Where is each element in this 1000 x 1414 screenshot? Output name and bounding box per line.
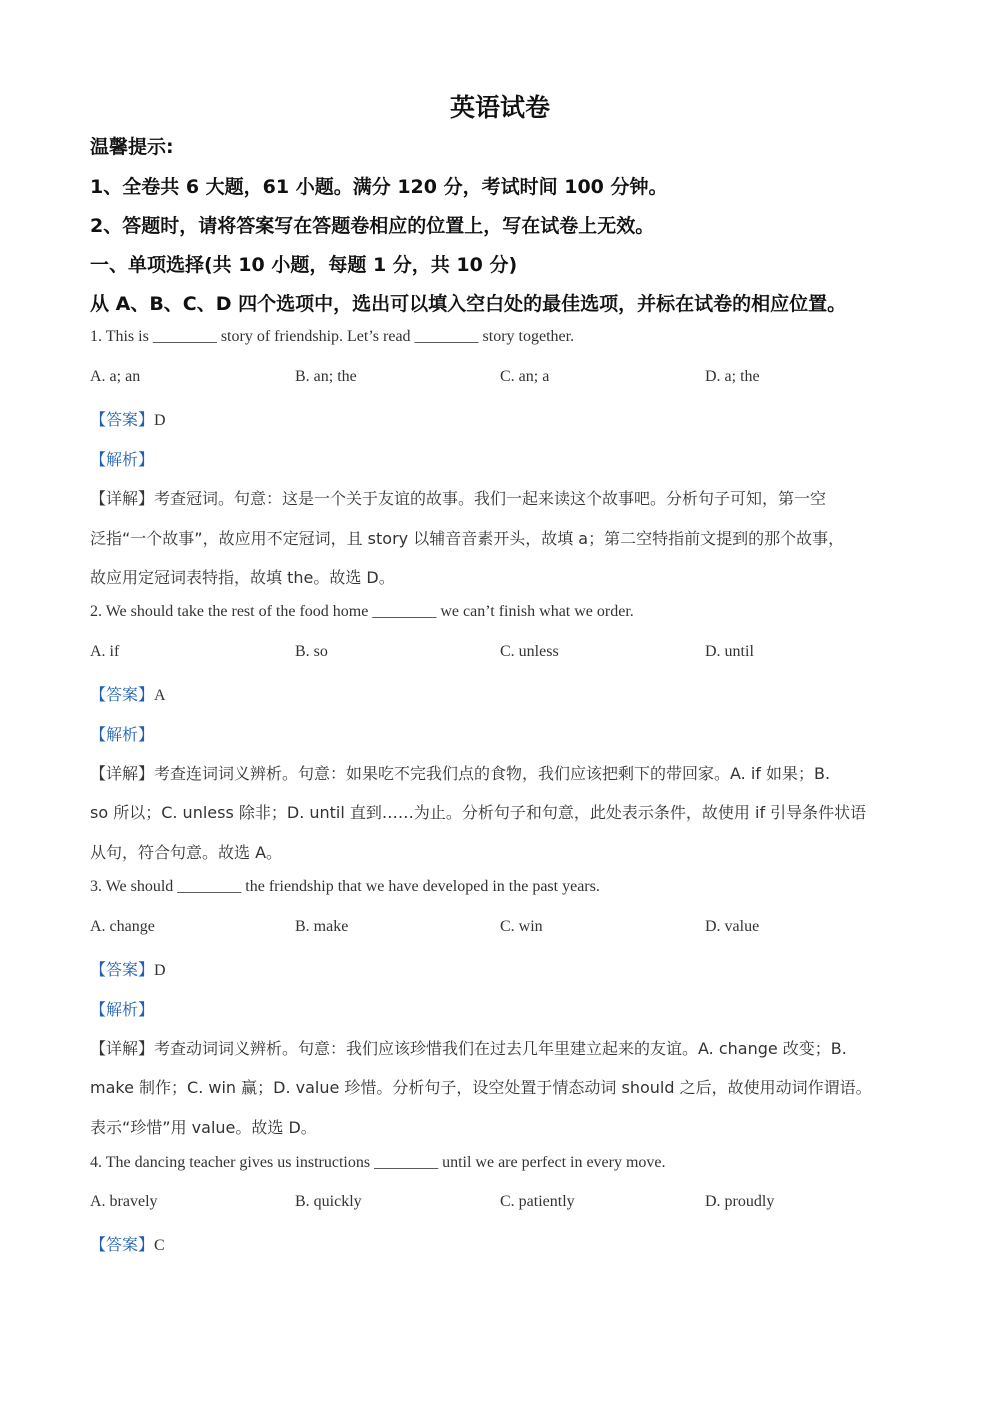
- answer-value: A: [154, 687, 166, 704]
- question-2-detail-line-1: 【详解】考查连词词义辨析。句意：如果吃不完我们点的食物，我们应该把剩下的带回家。A. if 如果；B.: [90, 764, 831, 783]
- question-4-option-c: C. patiently: [500, 1193, 575, 1210]
- question-1-option-c: C. an; a: [500, 368, 550, 385]
- question-4-answer: [90, 1232, 165, 1255]
- section-instruction: 从 A、B、C、D 四个选项中，选出可以填入空白处的最佳选项，并标在试卷的相应位置。: [90, 293, 847, 315]
- question-4-stem: 4. The dancing teacher gives us instructions ________ until we are perfect in every move.: [90, 1154, 666, 1171]
- question-2-option-b: B. so: [295, 643, 328, 660]
- question-2-analysis-tag: 【解析】: [90, 725, 155, 744]
- question-1-detail-line-3: 故应用定冠词表特指，故填 the。故选 D。: [90, 568, 395, 587]
- question-2-detail-line-3: 从句，符合句意。故选 A。: [90, 843, 283, 862]
- question-3-answer: [90, 957, 166, 980]
- page-title: 英语试卷: [449, 93, 550, 122]
- question-1-analysis-tag: 【解析】: [90, 450, 155, 469]
- question-2-option-d: D. until: [705, 643, 754, 660]
- question-4-option-d: D. proudly: [705, 1193, 775, 1210]
- question-3-detail-line-3: 表示“珍惜”用 value。故选 D。: [90, 1118, 317, 1137]
- question-1-detail-line-2: 泛指“一个故事”，故应用不定冠词，且 story 以辅音音素开头，故填 a；第二空特指前文提到的那个故事，: [90, 529, 845, 548]
- question-2-stem: 2. We should take the rest of the food home ________ we can’t finish what we order.: [90, 603, 634, 620]
- answer-tag: 【答案】: [90, 685, 155, 704]
- question-1-detail-line-1: 【详解】考查冠词。句意：这是一个关于友谊的故事。我们一起来读这个故事吧。分析句子可知，第一空: [90, 489, 827, 508]
- question-1-answer: [90, 407, 166, 430]
- question-1-option-d: D. a; the: [705, 368, 760, 385]
- question-3-option-b: B. make: [295, 918, 349, 935]
- question-3-option-c: C. win: [500, 918, 543, 935]
- answer-value: D: [154, 962, 166, 979]
- question-3-analysis-tag: 【解析】: [90, 1000, 155, 1019]
- answer-value: C: [154, 1237, 165, 1254]
- answer-tag: 【答案】: [90, 1235, 155, 1254]
- question-1-stem: 1. This is ________ story of friendship. Let’s read ________ story together.: [90, 328, 575, 345]
- question-3-detail-line-2: make 制作；C. win 赢；D. value 珍惜。分析句子，设空处置于情态动词 should 之后，故使用动词作谓语。: [90, 1078, 872, 1097]
- notice-heading: 温馨提示:: [90, 136, 174, 158]
- question-2-option-a: A. if: [90, 643, 120, 660]
- question-1-option-b: B. an; the: [295, 368, 357, 385]
- question-3-option-a: A. change: [90, 918, 155, 935]
- question-4-option-a: A. bravely: [90, 1193, 158, 1210]
- notice-item-1: 1、全卷共 6 大题，61 小题。满分 120 分，考试时间 100 分钟。: [90, 176, 668, 198]
- section-heading: 一、单项选择(共 10 小题，每题 1 分，共 10 分): [90, 254, 518, 276]
- question-3-detail-line-1: 【详解】考查动词词义辨析。句意：我们应该珍惜我们在过去几年里建立起来的友谊。A. change 改变；B.: [90, 1039, 847, 1058]
- question-4-option-b: B. quickly: [295, 1193, 362, 1210]
- question-2-option-c: C. unless: [500, 643, 559, 660]
- answer-value: D: [154, 412, 166, 429]
- answer-tag: 【答案】: [90, 960, 155, 979]
- question-2-detail-line-2: so 所以；C. unless 除非；D. until 直到……为止。分析句子和句意，此处表示条件，故使用 if 引导条件状语: [90, 803, 867, 822]
- answer-tag: 【答案】: [90, 410, 155, 429]
- notice-item-2: 2、答题时，请将答案写在答题卷相应的位置上，写在试卷上无效。: [90, 215, 655, 237]
- question-2-answer: [90, 682, 166, 705]
- question-3-option-d: D. value: [705, 918, 760, 935]
- question-1-option-a: A. a; an: [90, 368, 141, 385]
- question-3-stem: 3. We should ________ the friendship that we have developed in the past years.: [90, 878, 600, 895]
